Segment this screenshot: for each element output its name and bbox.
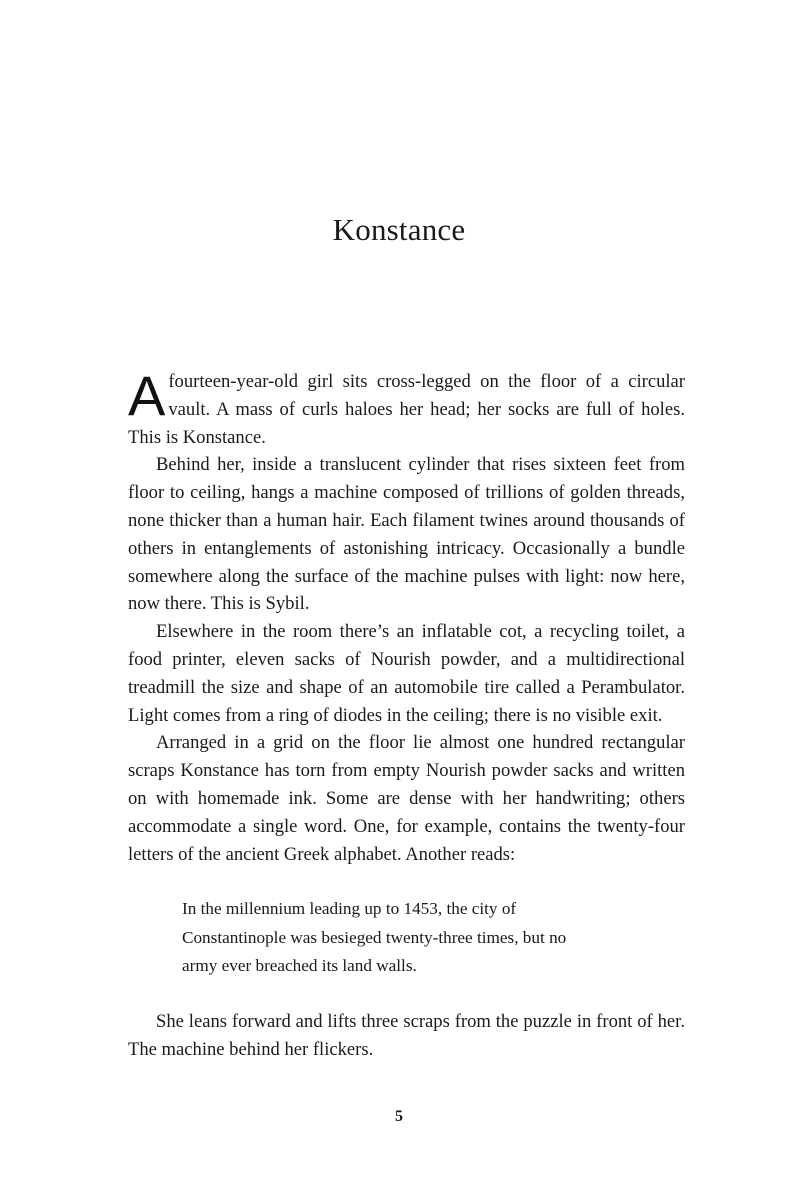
drop-cap: A [128, 364, 166, 427]
paragraph-5: She leans forward and lifts three scraps from the puzzle in front of her. The machine behind her flickers. [128, 1010, 685, 1060]
paragraph-3: Elsewhere in the room there’s an inflatable cot, a recycling toilet, a food printer, eleven sacks of Nourish powder, and a multidirectional treadmill the size and shape of an automobile tire called a Perambulator. Light comes from a ring of diodes in the ceiling; there is no visible exit. [128, 621, 685, 726]
quote-line-3: army ever breached its land walls. [182, 955, 417, 975]
paragraph-1-text: fourteen-year-old girl sits cross-legged on the floor of a circular vault. A mass of curls haloes her head; her socks are full of holes. This is Konstance. [128, 371, 685, 448]
paragraph-4: Arranged in a grid on the floor lie almost one hundred rectangular scraps Konstance has torn from empty Nourish powder sacks and written on with homemade ink. Some are dense with her handwriting; others accommodate a single word. One, for example, contains the twenty-four letters of the ancient Greek alphabet. Another reads: [128, 732, 685, 865]
quote-line-2: Constantinople was besieged twenty-three times, but no [182, 927, 567, 947]
chapter-body [128, 364, 685, 1064]
quote-line-1: In the millennium leading up to 1453, the city of [182, 899, 517, 919]
paragraph-1 [128, 364, 685, 451]
paragraph-2: Behind her, inside a translucent cylinder that rises sixteen feet from floor to ceiling, hangs a machine composed of trillions of golden threads, none thicker than a human hair. Each filament twines around thousands of others in entanglements of astonishing intricacy. Occasionally a bundle somewhere along the surface of the machine pulses with light: now here, now there. This is Sybil. [128, 454, 685, 615]
block-quote [182, 895, 685, 980]
chapter-title: Konstance [332, 212, 466, 247]
page-number: 5 [395, 1108, 403, 1125]
